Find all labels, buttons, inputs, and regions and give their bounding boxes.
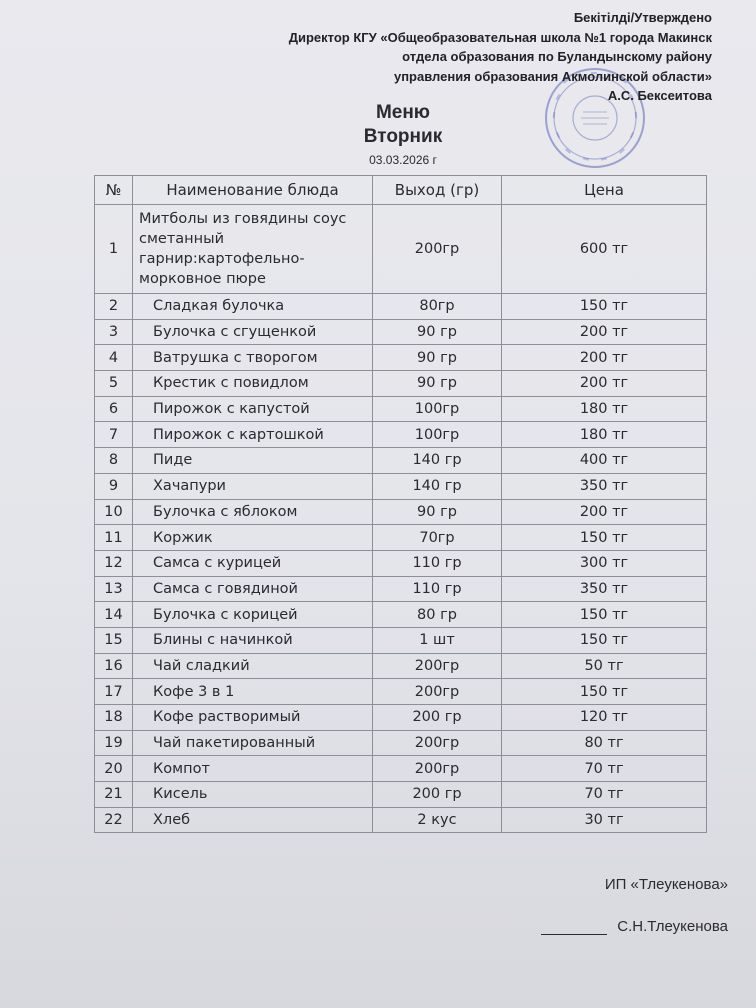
approval-signatory: А.С. Бексеитова <box>607 88 712 103</box>
dish-portion: 110 гр <box>373 576 502 602</box>
dish-portion: 200гр <box>373 205 502 294</box>
row-number: 10 <box>95 499 133 525</box>
table-row <box>95 422 707 448</box>
menu-title: Меню <box>375 102 431 123</box>
row-number: 8 <box>95 448 133 474</box>
row-number: 17 <box>95 679 133 705</box>
table-row <box>95 345 707 371</box>
menu-day: Вторник <box>363 126 443 147</box>
dish-name: Кофе растворимый <box>133 705 373 731</box>
dish-price: 150 тг <box>502 294 707 320</box>
table-row <box>95 756 707 782</box>
dish-portion: 200 гр <box>373 782 502 808</box>
approval-administration: управления образования Акмолинской области» <box>393 68 712 84</box>
dish-name: Самса с говядиной <box>133 576 373 602</box>
dish-price: 150 тг <box>502 602 707 628</box>
dish-portion: 140 гр <box>373 448 502 474</box>
dish-price: 200 тг <box>502 371 707 397</box>
dish-portion: 100гр <box>373 396 502 422</box>
row-number: 19 <box>95 730 133 756</box>
row-number: 11 <box>95 525 133 551</box>
row-number: 15 <box>95 627 133 653</box>
table-row <box>95 550 707 576</box>
table-row <box>95 576 707 602</box>
table-row <box>95 294 707 320</box>
dish-name: Булочка с яблоком <box>133 499 373 525</box>
dish-name: Самса с курицей <box>133 550 373 576</box>
row-number: 12 <box>95 550 133 576</box>
dish-price: 350 тг <box>502 473 707 499</box>
table-row <box>95 525 707 551</box>
row-number: 9 <box>95 473 133 499</box>
row-number: 20 <box>95 756 133 782</box>
dish-portion: 2 кус <box>373 807 502 833</box>
dish-portion: 100гр <box>373 422 502 448</box>
row-number: 22 <box>95 807 133 833</box>
dish-name: Митболы из говядины соус сметанный гарнир:картофельно-морковное пюре <box>133 205 373 294</box>
dish-price: 400 тг <box>502 448 707 474</box>
table-row <box>95 448 707 474</box>
dish-price: 80 тг <box>502 730 707 756</box>
dish-portion: 90 гр <box>373 319 502 345</box>
dish-portion: 200 гр <box>373 705 502 731</box>
dish-price: 350 тг <box>502 576 707 602</box>
dish-name: Чай пакетированный <box>133 730 373 756</box>
table-row <box>95 730 707 756</box>
table-row <box>95 602 707 628</box>
dish-name: Пирожок с картошкой <box>133 422 373 448</box>
menu-date: 03.03.2026 г <box>369 153 437 167</box>
dish-name: Чай сладкий <box>133 653 373 679</box>
dish-price: 70 тг <box>502 756 707 782</box>
signature-name: С.Н.Тлеукенова <box>617 918 728 935</box>
signature-line <box>541 920 607 935</box>
approval-block <box>289 8 712 106</box>
row-number: 4 <box>95 345 133 371</box>
signature-organization: ИП «Тлеукенова» <box>604 876 728 893</box>
table-header-row <box>95 176 707 205</box>
header-portion: Выход (гр) <box>373 176 502 205</box>
dish-portion: 140 гр <box>373 473 502 499</box>
dish-name: Хачапури <box>133 473 373 499</box>
header-number: № <box>95 176 133 205</box>
dish-name: Крестик с повидлом <box>133 371 373 397</box>
menu-title-block <box>278 102 528 168</box>
approval-director: Директор КГУ «Общеобразовательная школа №1 города Макинск <box>288 29 712 45</box>
table-row <box>95 653 707 679</box>
dish-portion: 200гр <box>373 756 502 782</box>
dish-portion: 200гр <box>373 653 502 679</box>
table-row <box>95 679 707 705</box>
dish-name: Пирожок с капустой <box>133 396 373 422</box>
header-price: Цена <box>502 176 707 205</box>
dish-portion: 110 гр <box>373 550 502 576</box>
dish-name: Компот <box>133 756 373 782</box>
dish-price: 70 тг <box>502 782 707 808</box>
dish-name: Хлеб <box>133 807 373 833</box>
approval-heading: Бекітілді/Утверждено <box>573 10 712 25</box>
dish-portion: 200гр <box>373 679 502 705</box>
dish-portion: 70гр <box>373 525 502 551</box>
dish-name: Блины с начинкой <box>133 627 373 653</box>
menu-table <box>94 175 707 833</box>
row-number: 21 <box>95 782 133 808</box>
row-number: 2 <box>95 294 133 320</box>
row-number: 14 <box>95 602 133 628</box>
dish-price: 180 тг <box>502 422 707 448</box>
row-number: 3 <box>95 319 133 345</box>
dish-price: 200 тг <box>502 319 707 345</box>
row-number: 16 <box>95 653 133 679</box>
dish-price: 600 тг <box>502 205 707 294</box>
row-number: 13 <box>95 576 133 602</box>
dish-portion: 80 гр <box>373 602 502 628</box>
dish-price: 50 тг <box>502 653 707 679</box>
dish-price: 150 тг <box>502 627 707 653</box>
row-number: 7 <box>95 422 133 448</box>
dish-name: Кисель <box>133 782 373 808</box>
dish-price: 300 тг <box>502 550 707 576</box>
dish-portion: 90 гр <box>373 345 502 371</box>
table-row <box>95 499 707 525</box>
row-number: 1 <box>95 205 133 294</box>
dish-name: Кофе 3 в 1 <box>133 679 373 705</box>
table-row <box>95 473 707 499</box>
row-number: 6 <box>95 396 133 422</box>
dish-price: 30 тг <box>502 807 707 833</box>
dish-portion: 200гр <box>373 730 502 756</box>
dish-name: Коржик <box>133 525 373 551</box>
table-row <box>95 705 707 731</box>
dish-price: 200 тг <box>502 499 707 525</box>
table-row <box>95 782 707 808</box>
table-row <box>95 371 707 397</box>
row-number: 18 <box>95 705 133 731</box>
dish-price: 200 тг <box>502 345 707 371</box>
dish-portion: 90 гр <box>373 371 502 397</box>
table-row <box>95 807 707 833</box>
dish-name: Сладкая булочка <box>133 294 373 320</box>
dish-name: Булочка с корицей <box>133 602 373 628</box>
dish-portion: 1 шт <box>373 627 502 653</box>
row-number: 5 <box>95 371 133 397</box>
dish-name: Пиде <box>133 448 373 474</box>
approval-department: отдела образования по Буландынскому району <box>402 49 712 64</box>
table-row <box>95 319 707 345</box>
dish-name: Ватрушка с творогом <box>133 345 373 371</box>
signature-block <box>541 918 728 935</box>
header-dish-name: Наименование блюда <box>133 176 373 205</box>
table-row <box>95 205 707 294</box>
dish-price: 150 тг <box>502 679 707 705</box>
dish-portion: 80гр <box>373 294 502 320</box>
table-row <box>95 396 707 422</box>
dish-price: 150 тг <box>502 525 707 551</box>
dish-price: 120 тг <box>502 705 707 731</box>
table-row <box>95 627 707 653</box>
dish-portion: 90 гр <box>373 499 502 525</box>
dish-name: Булочка с сгущенкой <box>133 319 373 345</box>
dish-price: 180 тг <box>502 396 707 422</box>
